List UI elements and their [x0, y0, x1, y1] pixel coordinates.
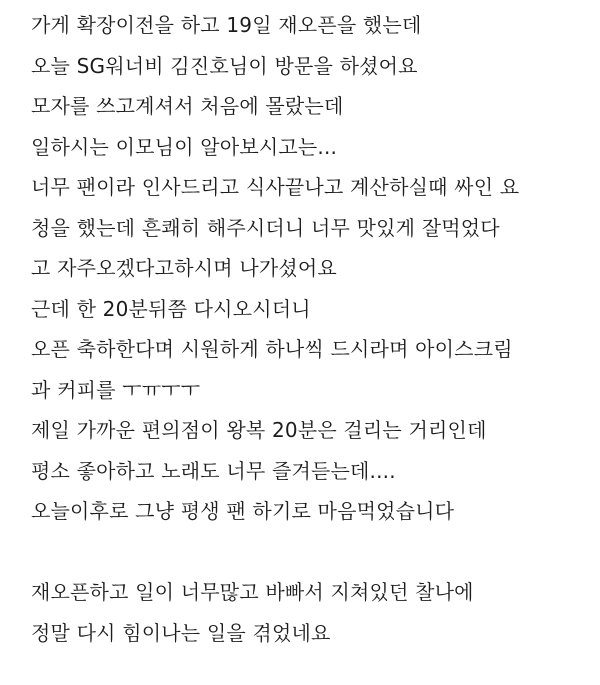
- text-line: 청을 했는데 흔쾌히 해주시더니 너무 맛있게 잘먹었다: [31, 215, 500, 240]
- text-line: 재오픈하고 일이 너무많고 바빠서 지쳐있던 찰나에: [31, 580, 474, 604]
- text-line: 정말 다시 힘이나는 일을 겪었네요: [31, 620, 331, 645]
- text-line: 고 자주오겠다고하시며 나가셨어요: [31, 256, 337, 280]
- text-line: 너무 팬이라 인사드리고 식사끝나고 계산하실때 싸인 요: [31, 175, 520, 199]
- text-line: 제일 가까운 편의점이 왕복 20분은 걸리는 거리인데: [31, 418, 487, 442]
- text-line: 모자를 쓰고계셔서 처음에 몰랐는데: [31, 94, 344, 118]
- text-line: 오픈 축하한다며 시원하게 하나씩 드시라며 아이스크림: [31, 337, 513, 361]
- text-line: 오늘이후로 그냥 평생 팬 하기로 마음먹었습니다: [31, 499, 455, 523]
- paragraph-gap: [31, 532, 590, 573]
- text-line: 일하시는 이모님이 알아보시고는...: [31, 134, 338, 159]
- text-line: 가게 확장이전을 하고 19일 재오픈을 했는데: [31, 13, 422, 37]
- text-line: 평소 좋아하고 노래도 너무 즐겨듣는데....: [31, 458, 396, 483]
- text-line: 과 커피를 ㅜㅠㅜㅜ: [31, 377, 201, 402]
- text-line: 오늘 SG워너비 김진호님이 방문을 하셨어요: [31, 53, 418, 78]
- text-line: 근데 한 20분뒤쯤 다시오시더니: [31, 296, 311, 321]
